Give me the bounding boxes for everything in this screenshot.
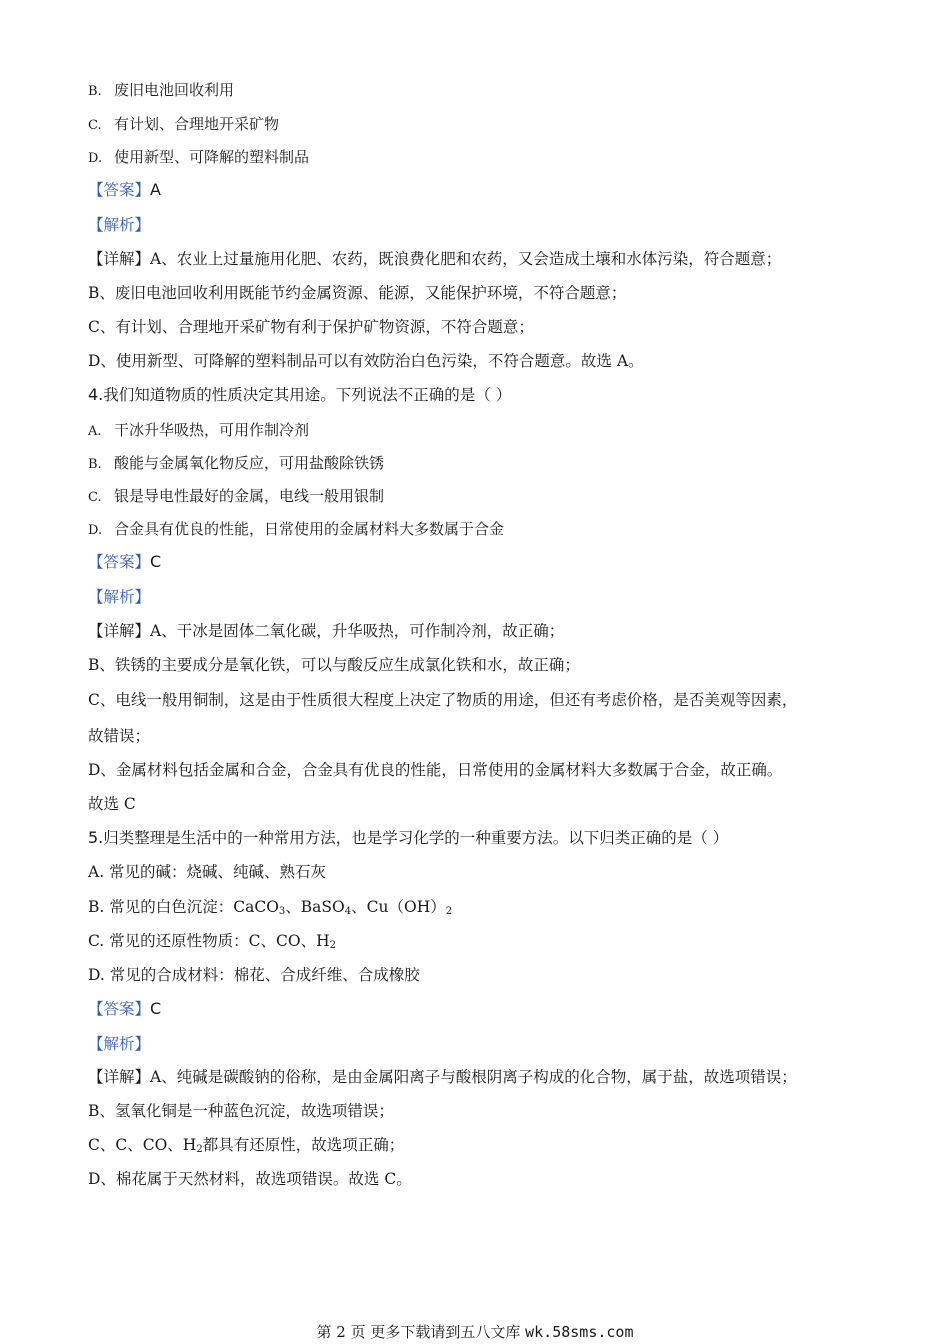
page-footer [0, 1322, 950, 1342]
q5-option-b: B. 常见的白色沉淀：CaCO$_3$、BaSO$_4$、$Cu(OH)_2$ [88, 898, 453, 917]
q5-detail-4: D、棉花属于天然材料，故选项错误。故选 C。 [88, 1170, 412, 1188]
q4-detail-1: 【详解】A、干冰是固体二氧化碳，升华吸热，可作制冷剂，故正确； [88, 622, 565, 640]
q5-option-c: C. 常见的还原性物质：C、CO、$H_2$ [88, 932, 336, 951]
footer-site-link[interactable]: wk.58sms.com [525, 1323, 634, 1341]
answer-value: A [150, 180, 161, 199]
q3-analysis-tag: 【解析】 [88, 216, 151, 234]
q5-option-d: D. 常见的合成材料：棉花、合成纤维、合成橡胶 [88, 966, 420, 984]
q5-detail-3: C、C、CO、$H_2$都具有还原性，故选项正确； [88, 1136, 405, 1155]
q4-option-c: C. 银是导电性最好的金属，电线一般用银制 [88, 487, 385, 505]
question-number: 4. [88, 385, 104, 404]
q4-detail-3: C、电线一般用铜制，这是由于性质很大程度上决定了物质的用途，但还有考虑价格，是否美观等因素， [88, 691, 798, 709]
q4-option-a: A. 干冰升华吸热，可用作制冷剂 [88, 421, 310, 439]
q4-detail-5: D、金属材料包括金属和合金，合金具有优良的性能，日常使用的金属材料大多数属于合金，故正确。 [88, 761, 783, 779]
q5-answer [88, 999, 161, 1019]
answer-tag: 【答案】 [88, 181, 151, 199]
q5-option-a: A. 常见的碱：烧碱、纯碱、熟石灰 [88, 863, 327, 881]
q5-detail-2: B、氢氧化铜是一种蓝色沉淀，故选项错误； [88, 1102, 394, 1120]
q3-detail-4: D、使用新型、可降解的塑料制品可以有效防治白色污染，不符合题意。故选 A。 [88, 352, 644, 370]
question-number: 5. [88, 828, 104, 847]
q4-option-b: B. 酸能与金属氧化物反应，可用盐酸除铁锈 [88, 454, 385, 472]
q3-detail-2: B、废旧电池回收利用既能节约金属资源、能源，又能保护环境，不符合题意； [88, 284, 627, 302]
detail-tag: 【详解】 [88, 250, 151, 268]
q3-answer [88, 180, 161, 200]
q4-stem: 4.我们知道物质的性质决定其用途。下列说法不正确的是（ ） [88, 385, 512, 404]
q5-detail-1: 【详解】A、纯碱是碳酸钠的俗称，是由金属阳离子与酸根阴离子构成的化合物，属于盐，故选项错误； [88, 1068, 797, 1086]
q5-analysis-tag: 【解析】 [88, 1035, 151, 1053]
answer-tag: 【答案】 [88, 1000, 151, 1018]
footer-text: 第 2 页 更多下载请到五八文库 [316, 1323, 526, 1341]
answer-value: C [150, 999, 162, 1018]
q4-detail-6: 故选 C [88, 795, 136, 813]
q3-option-c: C. 有计划、合理地开采矿物 [88, 115, 280, 133]
q4-answer [88, 552, 161, 572]
answer-tag: 【答案】 [88, 553, 151, 571]
q3-option-b: B. 废旧电池回收利用 [88, 81, 235, 99]
q3-option-d: D. 使用新型、可降解的塑料制品 [88, 148, 310, 166]
detail-tag: 【详解】 [88, 622, 151, 640]
q3-detail-3: C、有计划、合理地开采矿物有利于保护矿物资源，不符合题意； [88, 318, 534, 336]
detail-tag: 【详解】 [88, 1068, 151, 1086]
q4-analysis-tag: 【解析】 [88, 588, 151, 606]
q4-option-d: D. 合金具有优良的性能，日常使用的金属材料大多数属于合金 [88, 520, 505, 538]
answer-value: C [150, 552, 162, 571]
q4-detail-2: B、铁锈的主要成分是氧化铁，可以与酸反应生成氯化铁和水，故正确； [88, 656, 580, 674]
q3-detail-1: 【详解】A、农业上过量施用化肥、农药，既浪费化肥和农药，又会造成土壤和水体污染，符合题意； [88, 250, 782, 268]
q5-stem: 5.归类整理是生活中的一种常用方法，也是学习化学的一种重要方法。以下归类正确的是（ ） [88, 828, 729, 847]
q4-detail-4: 故错误； [88, 727, 151, 745]
